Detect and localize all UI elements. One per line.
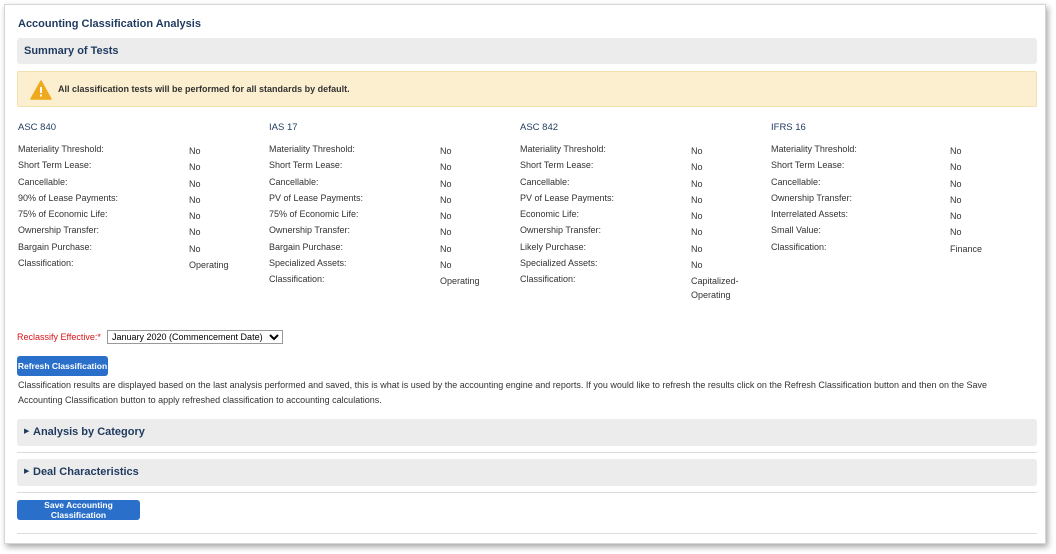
save-accounting-classification-button[interactable]: Save Accounting Classification [17,500,140,520]
test-row [520,225,760,241]
standard-ias-17 [269,122,509,291]
info-alert [17,71,1037,107]
test-label: Cancellable: [269,176,319,187]
test-value: No [691,211,703,222]
test-row [520,144,760,160]
test-value: No [440,227,452,238]
test-label: Cancellable: [520,176,570,187]
test-row [18,225,258,241]
test-row [18,160,258,176]
test-value: No [440,178,452,189]
reclassify-date-select[interactable] [107,330,283,344]
test-label: Classification: [520,274,576,285]
test-label: Cancellable: [771,176,821,187]
reclassify-label: Reclassify Effective:* [17,332,101,342]
test-label: Bargain Purchase: [18,241,93,252]
test-row [520,177,760,193]
standard-asc-842 [520,122,760,301]
test-label: Classification: [269,274,325,285]
test-label: Ownership Transfer: [771,192,853,203]
test-row [771,193,1011,209]
test-label: Materiality Threshold: [520,144,606,154]
divider [17,452,1037,453]
test-label: Economic Life: [520,209,580,220]
classification-info-text: Classification results are displayed based on the last analysis performed and saved, this is what is used by the accounting engine and reports. If you would like to refresh the results click on the Refresh Classification button and then on the Save Accounting Classification button to apply refreshed classification to accounting calculations. [18,380,988,405]
test-value: No [189,211,201,222]
warning-icon [30,80,52,100]
test-row [771,225,1011,241]
classification-value: Operating [440,276,480,287]
test-value: No [440,162,452,173]
classification-panel [4,4,1046,544]
test-value: No [950,146,962,156]
test-value: No [691,243,703,254]
standard-heading: ASC 842 [520,122,559,133]
test-label: 90% of Lease Payments: [18,192,119,203]
test-value: No [189,243,201,254]
test-value: No [440,260,452,271]
test-row [269,209,509,225]
test-label: Interrelated Assets: [771,209,849,220]
test-label: Short Term Lease: [771,160,845,171]
test-label: Ownership Transfer: [18,225,100,236]
test-label: Short Term Lease: [520,160,594,171]
test-label: Materiality Threshold: [18,144,104,154]
standard-asc-840 [18,122,258,274]
test-row [771,160,1011,176]
classification-value: Capitalized- Operating [691,276,739,301]
test-label: Materiality Threshold: [269,144,355,154]
test-value: No [950,162,962,173]
standard-heading: IAS 17 [269,122,298,133]
test-row [18,209,258,225]
alert-text: All classification tests will be performed for all standards by default. [58,84,350,94]
test-row [269,177,509,193]
classification-row [520,274,760,301]
divider [17,533,1037,534]
test-value: No [440,194,452,205]
test-row [269,225,509,241]
caret-right-icon: ▶ [24,468,30,475]
test-label: Short Term Lease: [269,160,343,171]
test-label: Classification: [771,241,827,252]
test-row [520,193,760,209]
divider [17,492,1037,493]
test-row [520,209,760,225]
test-value: No [691,162,703,173]
refresh-classification-button[interactable]: Refresh Classification [17,356,108,376]
test-row [771,177,1011,193]
classification-row [771,242,1011,258]
test-value: No [950,227,962,238]
test-value: No [691,146,703,156]
test-value: No [691,178,703,189]
test-label: Materiality Threshold: [771,144,857,154]
test-row [771,209,1011,225]
test-label: 75% of Economic Life: [269,209,359,220]
test-row [18,177,258,193]
test-label: Bargain Purchase: [269,241,344,252]
summary-title: Summary of Tests [24,45,119,57]
test-row [771,144,1011,160]
test-row [269,160,509,176]
test-label: Ownership Transfer: [269,225,351,236]
standard-heading: ASC 840 [18,122,57,133]
classification-row [18,258,258,274]
test-value: No [440,146,452,156]
test-row [520,242,760,258]
test-row [18,193,258,209]
classification-row [269,274,509,290]
test-row [269,242,509,258]
test-row [269,144,509,160]
test-value: No [440,243,452,254]
test-label: Small Value: [771,225,821,236]
test-label: PV of Lease Payments: [269,192,364,203]
test-label: Likely Purchase: [520,241,587,252]
test-label: 75% of Economic Life: [18,209,108,220]
test-row [18,242,258,258]
test-row [269,258,509,274]
caret-right-icon: ▶ [24,428,30,435]
summary-header [17,38,1037,64]
test-value: No [691,194,703,205]
test-value: No [440,211,452,222]
section-title: Deal Characteristics [33,466,139,478]
test-value: No [950,178,962,189]
test-label: Cancellable: [18,176,68,187]
test-label: Short Term Lease: [18,160,92,171]
test-value: No [691,260,703,271]
test-label: PV of Lease Payments: [520,192,615,203]
test-value: No [189,178,201,189]
test-row [18,144,258,160]
standard-heading: IFRS 16 [771,122,806,133]
test-label: Specialized Assets: [520,258,598,269]
test-value: No [950,194,962,205]
test-value: No [189,146,201,156]
deal-characteristics-section[interactable] [17,459,1037,486]
test-value: No [950,211,962,222]
test-value: No [189,162,201,173]
section-title: Analysis by Category [33,426,145,438]
test-value: No [189,194,201,205]
page-title: Accounting Classification Analysis [18,18,201,30]
test-label: Ownership Transfer: [520,225,602,236]
classification-value: Finance [950,243,983,254]
test-label: Classification: [18,258,74,269]
test-value: No [691,227,703,238]
test-row [520,258,760,274]
standard-ifrs-16 [771,122,1011,258]
test-value: No [189,227,201,238]
classification-value: Operating [189,260,229,271]
test-row [269,193,509,209]
test-label: Specialized Assets: [269,258,347,269]
analysis-by-category-section[interactable] [17,419,1037,446]
test-row [520,160,760,176]
